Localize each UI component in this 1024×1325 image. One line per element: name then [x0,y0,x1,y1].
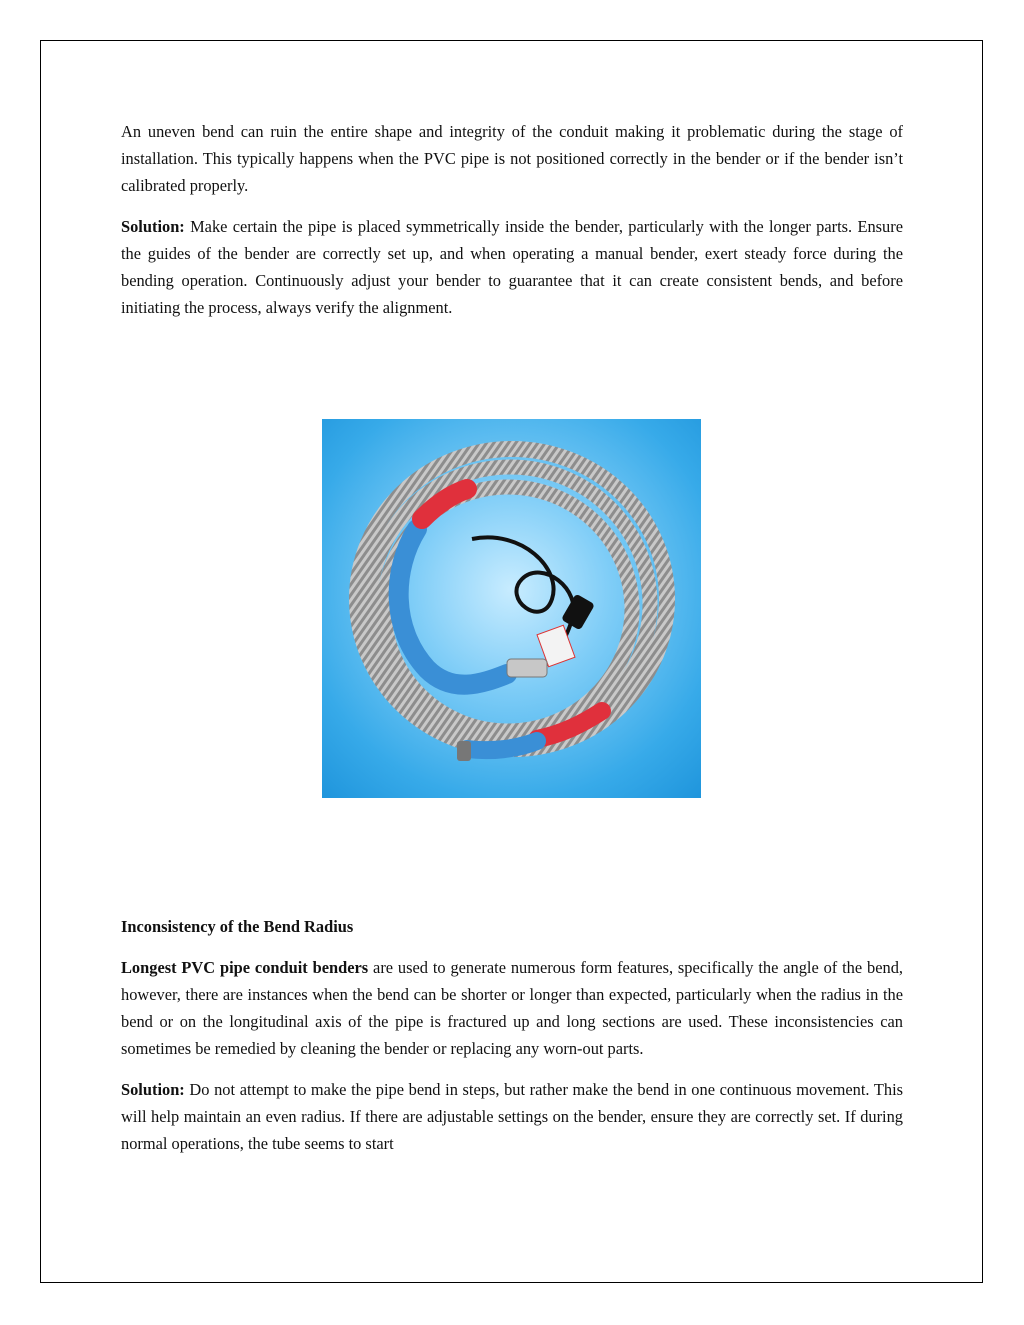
paragraph-bend-radius [121,954,903,1062]
conduit-photo [322,419,701,798]
section-heading: Inconsistency of the Bend Radius [121,917,354,936]
paragraph-solution-2 [121,1076,903,1157]
conduit-coil-middle [370,467,650,741]
paragraph-uneven-bend: An uneven bend can ruin the entire shape and integrity of the conduit making it problematic during the stage of installation. This typically happens when the PVC pipe is not positioned correctly in the bender or if the bender isn’t calibrated properly. [121,122,903,195]
benders-text: are used to generate numerous form features, specifically the angle of the bend, however, there are instances when the bend can be shorter or longer than expected, particularly when the radius in the bend or on the longitudinal axis of the pipe is fractured up and long sections are used. These inconsistencies can sometimes be remedied by cleaning the bender or replacing any worn-out parts. [121,958,903,1058]
paragraph-solution-1 [121,213,903,321]
power-plug [561,594,595,631]
document-body [121,118,903,321]
blue-sleeve [399,529,507,685]
solution-text: Make certain the pipe is placed symmetrically inside the bender, particularly with the longer parts. Ensure the guides of the bender are correctly set up, and when operating a manual bender, exert steady force during the bending operation. Continuously adjust your bender to guarantee that it can create consistent bends, and before initiating the process, always verify the alignment. [121,217,903,317]
solution-label: Solution: [121,217,185,236]
blue-end-sleeve [467,741,537,750]
benders-label: Longest PVC pipe conduit benders [121,958,369,977]
section-bend-radius [121,913,903,1157]
solution-text-2: Do not attempt to make the pipe bend in steps, but rather make the bend in one continuous movement. This will help maintain an even radius. If there are adjustable settings on the bender, ensure they are correctly set. If during normal operations, the tube seems to start [121,1080,903,1153]
solution-label-2: Solution: [121,1080,185,1099]
connector-fitting [507,659,547,677]
conduit-end-cap [457,741,471,761]
coiled-conduit-illustration [322,419,701,798]
